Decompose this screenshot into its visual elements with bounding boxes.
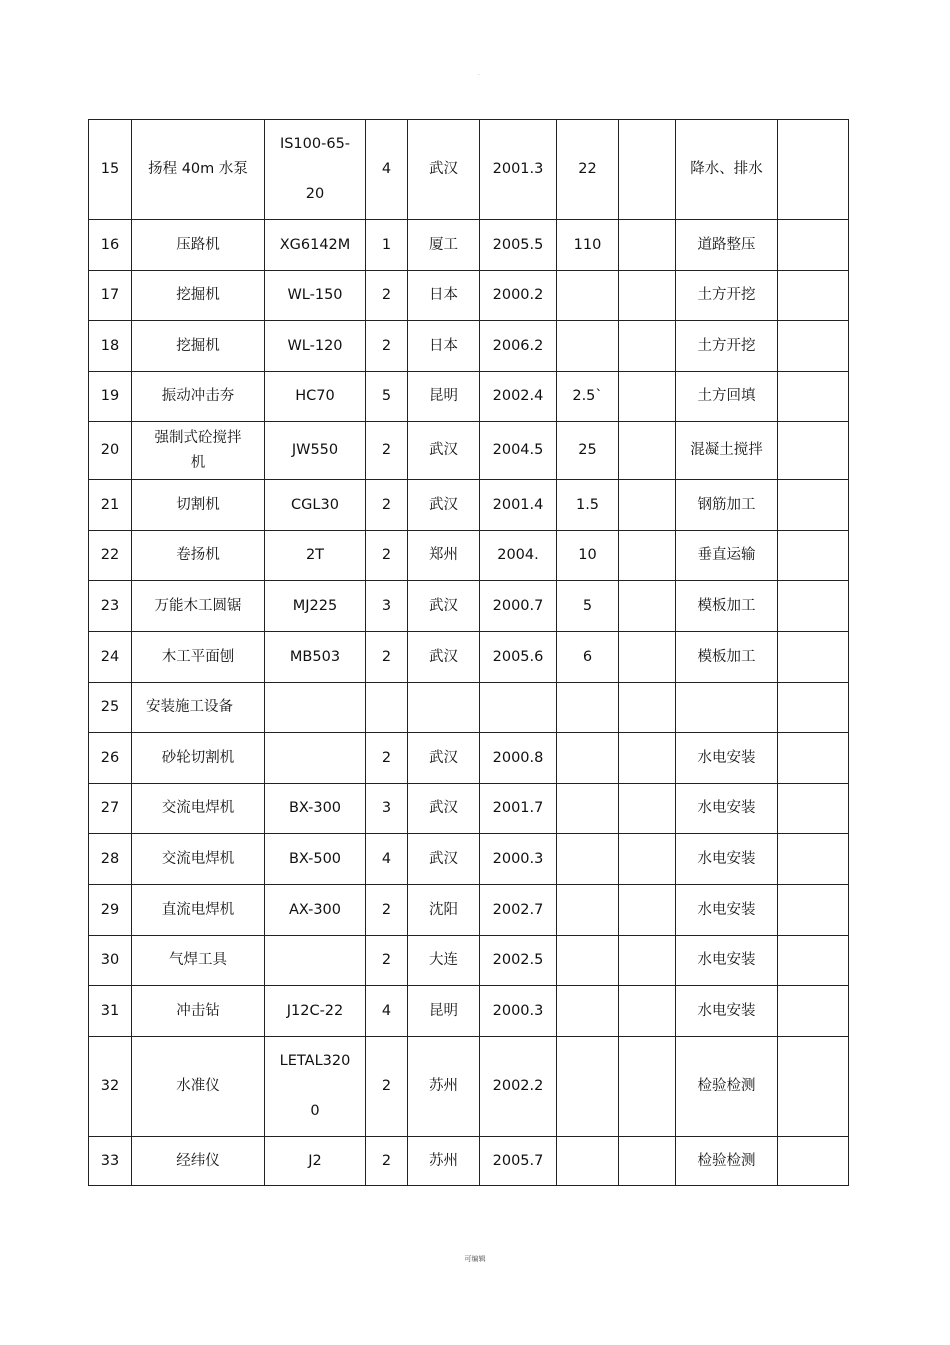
row-number-cell: 27 xyxy=(89,784,132,834)
quantity-cell: 2 xyxy=(366,422,408,480)
table-row xyxy=(89,632,849,683)
note-cell xyxy=(778,632,849,683)
row-number-cell: 19 xyxy=(89,372,132,422)
row-number-cell: 17 xyxy=(89,271,132,321)
model-cell: JW550 xyxy=(265,422,366,480)
origin-cell: 昆明 xyxy=(408,986,480,1037)
power-cell: 25 xyxy=(557,422,619,480)
quantity-cell: 2 xyxy=(366,936,408,986)
origin-cell: 武汉 xyxy=(408,784,480,834)
note-cell xyxy=(778,885,849,936)
power-cell xyxy=(557,321,619,372)
equipment-name-cell: 安装施工设备 xyxy=(132,683,265,733)
usage-cell: 混凝土搅拌 xyxy=(676,422,778,480)
note-cell xyxy=(778,683,849,733)
extra-cell xyxy=(619,531,676,581)
power-cell xyxy=(557,784,619,834)
origin-cell: 武汉 xyxy=(408,632,480,683)
equipment-name-cell: 卷扬机 xyxy=(132,531,265,581)
note-cell xyxy=(778,120,849,220)
model-cell: WL-150 xyxy=(265,271,366,321)
date-cell: 2005.7 xyxy=(480,1137,557,1186)
extra-cell xyxy=(619,632,676,683)
row-number-cell: 24 xyxy=(89,632,132,683)
note-cell xyxy=(778,784,849,834)
origin-cell: 武汉 xyxy=(408,834,480,885)
power-cell: 2.5` xyxy=(557,372,619,422)
date-cell: 2006.2 xyxy=(480,321,557,372)
model-cell: MB503 xyxy=(265,632,366,683)
row-number-cell: 22 xyxy=(89,531,132,581)
date-cell: 2002.2 xyxy=(480,1037,557,1137)
usage-cell: 土方回填 xyxy=(676,372,778,422)
page-top-mark: . xyxy=(478,70,480,77)
table-row xyxy=(89,683,849,733)
quantity-cell: 4 xyxy=(366,986,408,1037)
quantity-cell: 3 xyxy=(366,784,408,834)
note-cell xyxy=(778,1037,849,1137)
power-cell xyxy=(557,986,619,1037)
equipment-name-cell: 木工平面刨 xyxy=(132,632,265,683)
usage-cell: 模板加工 xyxy=(676,581,778,632)
note-cell xyxy=(778,271,849,321)
table-row xyxy=(89,834,849,885)
table-row xyxy=(89,885,849,936)
table-row xyxy=(89,1137,849,1186)
usage-cell: 钢筋加工 xyxy=(676,480,778,531)
origin-cell: 武汉 xyxy=(408,581,480,632)
table-row xyxy=(89,372,849,422)
quantity-cell xyxy=(366,683,408,733)
row-number-cell: 21 xyxy=(89,480,132,531)
note-cell xyxy=(778,422,849,480)
quantity-cell: 2 xyxy=(366,885,408,936)
origin-cell xyxy=(408,683,480,733)
extra-cell xyxy=(619,581,676,632)
table-row xyxy=(89,220,849,271)
model-cell: AX-300 xyxy=(265,885,366,936)
extra-cell xyxy=(619,885,676,936)
row-number-cell: 28 xyxy=(89,834,132,885)
extra-cell xyxy=(619,372,676,422)
row-number-cell: 15 xyxy=(89,120,132,220)
table-row xyxy=(89,422,849,480)
origin-cell: 日本 xyxy=(408,321,480,372)
row-number-cell: 23 xyxy=(89,581,132,632)
table-row xyxy=(89,784,849,834)
equipment-name-cell: 切割机 xyxy=(132,480,265,531)
extra-cell xyxy=(619,1037,676,1137)
date-cell: 2002.5 xyxy=(480,936,557,986)
row-number-cell: 20 xyxy=(89,422,132,480)
quantity-cell: 2 xyxy=(366,1137,408,1186)
origin-cell: 郑州 xyxy=(408,531,480,581)
power-cell: 22 xyxy=(557,120,619,220)
extra-cell xyxy=(619,986,676,1037)
row-number-cell: 33 xyxy=(89,1137,132,1186)
quantity-cell: 2 xyxy=(366,321,408,372)
table-row xyxy=(89,120,849,220)
model-cell: HC70 xyxy=(265,372,366,422)
note-cell xyxy=(778,936,849,986)
note-cell xyxy=(778,834,849,885)
usage-cell xyxy=(676,683,778,733)
power-cell xyxy=(557,733,619,784)
date-cell: 2005.6 xyxy=(480,632,557,683)
power-cell: 110 xyxy=(557,220,619,271)
usage-cell: 水电安装 xyxy=(676,733,778,784)
equipment-name-cell: 万能木工圆锯 xyxy=(132,581,265,632)
date-cell: 2001.4 xyxy=(480,480,557,531)
date-cell: 2000.2 xyxy=(480,271,557,321)
equipment-name-cell: 强制式砼搅拌 机 xyxy=(132,422,265,480)
origin-cell: 武汉 xyxy=(408,120,480,220)
extra-cell xyxy=(619,683,676,733)
table-row xyxy=(89,321,849,372)
usage-cell: 垂直运输 xyxy=(676,531,778,581)
extra-cell xyxy=(619,271,676,321)
row-number-cell: 30 xyxy=(89,936,132,986)
origin-cell: 厦工 xyxy=(408,220,480,271)
equipment-table-body xyxy=(89,120,849,1186)
equipment-name-cell: 压路机 xyxy=(132,220,265,271)
date-cell: 2002.7 xyxy=(480,885,557,936)
usage-cell: 水电安装 xyxy=(676,885,778,936)
date-cell: 2001.3 xyxy=(480,120,557,220)
date-cell: 2000.3 xyxy=(480,834,557,885)
date-cell: 2004. xyxy=(480,531,557,581)
model-cell: LETAL320 0 xyxy=(265,1037,366,1137)
extra-cell xyxy=(619,480,676,531)
model-cell xyxy=(265,936,366,986)
model-cell: CGL30 xyxy=(265,480,366,531)
quantity-cell: 2 xyxy=(366,1037,408,1137)
row-number-cell: 31 xyxy=(89,986,132,1037)
row-number-cell: 32 xyxy=(89,1037,132,1137)
power-cell: 6 xyxy=(557,632,619,683)
note-cell xyxy=(778,480,849,531)
origin-cell: 武汉 xyxy=(408,480,480,531)
row-number-cell: 25 xyxy=(89,683,132,733)
quantity-cell: 2 xyxy=(366,733,408,784)
table-row xyxy=(89,480,849,531)
extra-cell xyxy=(619,834,676,885)
origin-cell: 昆明 xyxy=(408,372,480,422)
usage-cell: 水电安装 xyxy=(676,784,778,834)
table-row xyxy=(89,531,849,581)
model-cell: J2 xyxy=(265,1137,366,1186)
table-row xyxy=(89,581,849,632)
row-number-cell: 18 xyxy=(89,321,132,372)
origin-cell: 苏州 xyxy=(408,1137,480,1186)
quantity-cell: 5 xyxy=(366,372,408,422)
model-cell: BX-500 xyxy=(265,834,366,885)
model-cell: J12C-22 xyxy=(265,986,366,1037)
equipment-name-cell: 交流电焊机 xyxy=(132,834,265,885)
note-cell xyxy=(778,733,849,784)
usage-cell: 土方开挖 xyxy=(676,321,778,372)
equipment-name-cell: 直流电焊机 xyxy=(132,885,265,936)
equipment-name-cell: 水准仪 xyxy=(132,1037,265,1137)
date-cell: 2001.7 xyxy=(480,784,557,834)
quantity-cell: 3 xyxy=(366,581,408,632)
extra-cell xyxy=(619,733,676,784)
note-cell xyxy=(778,986,849,1037)
usage-cell: 检验检测 xyxy=(676,1037,778,1137)
extra-cell xyxy=(619,784,676,834)
model-cell xyxy=(265,733,366,784)
equipment-name-cell: 挖掘机 xyxy=(132,271,265,321)
quantity-cell: 2 xyxy=(366,632,408,683)
model-cell: WL-120 xyxy=(265,321,366,372)
row-number-cell: 16 xyxy=(89,220,132,271)
table-row xyxy=(89,986,849,1037)
date-cell: 2004.5 xyxy=(480,422,557,480)
table-row xyxy=(89,733,849,784)
page-footer: 可编辑 xyxy=(464,1255,486,1263)
usage-cell: 水电安装 xyxy=(676,986,778,1037)
equipment-name-cell: 扬程 40m 水泵 xyxy=(132,120,265,220)
usage-cell: 检验检测 xyxy=(676,1137,778,1186)
power-cell xyxy=(557,1137,619,1186)
note-cell xyxy=(778,372,849,422)
date-cell: 2000.7 xyxy=(480,581,557,632)
equipment-name-cell: 挖掘机 xyxy=(132,321,265,372)
extra-cell xyxy=(619,936,676,986)
power-cell xyxy=(557,834,619,885)
model-cell: MJ225 xyxy=(265,581,366,632)
usage-cell: 模板加工 xyxy=(676,632,778,683)
note-cell xyxy=(778,1137,849,1186)
power-cell: 5 xyxy=(557,581,619,632)
equipment-name-cell: 冲击钻 xyxy=(132,986,265,1037)
quantity-cell: 1 xyxy=(366,220,408,271)
power-cell xyxy=(557,1037,619,1137)
usage-cell: 降水、排水 xyxy=(676,120,778,220)
model-cell: IS100-65- 20 xyxy=(265,120,366,220)
model-cell: XG6142M xyxy=(265,220,366,271)
date-cell: 2000.3 xyxy=(480,986,557,1037)
extra-cell xyxy=(619,1137,676,1186)
quantity-cell: 2 xyxy=(366,271,408,321)
usage-cell: 道路整压 xyxy=(676,220,778,271)
power-cell xyxy=(557,885,619,936)
row-number-cell: 26 xyxy=(89,733,132,784)
extra-cell xyxy=(619,321,676,372)
usage-cell: 水电安装 xyxy=(676,936,778,986)
table-row xyxy=(89,936,849,986)
power-cell xyxy=(557,936,619,986)
note-cell xyxy=(778,581,849,632)
origin-cell: 苏州 xyxy=(408,1037,480,1137)
origin-cell: 大连 xyxy=(408,936,480,986)
quantity-cell: 4 xyxy=(366,120,408,220)
note-cell xyxy=(778,321,849,372)
equipment-table xyxy=(88,119,849,1186)
quantity-cell: 2 xyxy=(366,480,408,531)
equipment-name-cell: 气焊工具 xyxy=(132,936,265,986)
origin-cell: 沈阳 xyxy=(408,885,480,936)
power-cell: 10 xyxy=(557,531,619,581)
date-cell: 2000.8 xyxy=(480,733,557,784)
extra-cell xyxy=(619,422,676,480)
power-cell xyxy=(557,271,619,321)
extra-cell xyxy=(619,220,676,271)
note-cell xyxy=(778,531,849,581)
usage-cell: 水电安装 xyxy=(676,834,778,885)
power-cell xyxy=(557,683,619,733)
equipment-name-cell: 经纬仪 xyxy=(132,1137,265,1186)
model-cell xyxy=(265,683,366,733)
quantity-cell: 4 xyxy=(366,834,408,885)
model-cell: 2T xyxy=(265,531,366,581)
equipment-name-cell: 交流电焊机 xyxy=(132,784,265,834)
usage-cell: 土方开挖 xyxy=(676,271,778,321)
quantity-cell: 2 xyxy=(366,531,408,581)
row-number-cell: 29 xyxy=(89,885,132,936)
equipment-name-cell: 砂轮切割机 xyxy=(132,733,265,784)
power-cell: 1.5 xyxy=(557,480,619,531)
equipment-name-cell: 振动冲击夯 xyxy=(132,372,265,422)
model-cell: BX-300 xyxy=(265,784,366,834)
table-row xyxy=(89,271,849,321)
origin-cell: 武汉 xyxy=(408,422,480,480)
origin-cell: 武汉 xyxy=(408,733,480,784)
table-row xyxy=(89,1037,849,1137)
extra-cell xyxy=(619,120,676,220)
note-cell xyxy=(778,220,849,271)
date-cell: 2002.4 xyxy=(480,372,557,422)
date-cell xyxy=(480,683,557,733)
date-cell: 2005.5 xyxy=(480,220,557,271)
origin-cell: 日本 xyxy=(408,271,480,321)
